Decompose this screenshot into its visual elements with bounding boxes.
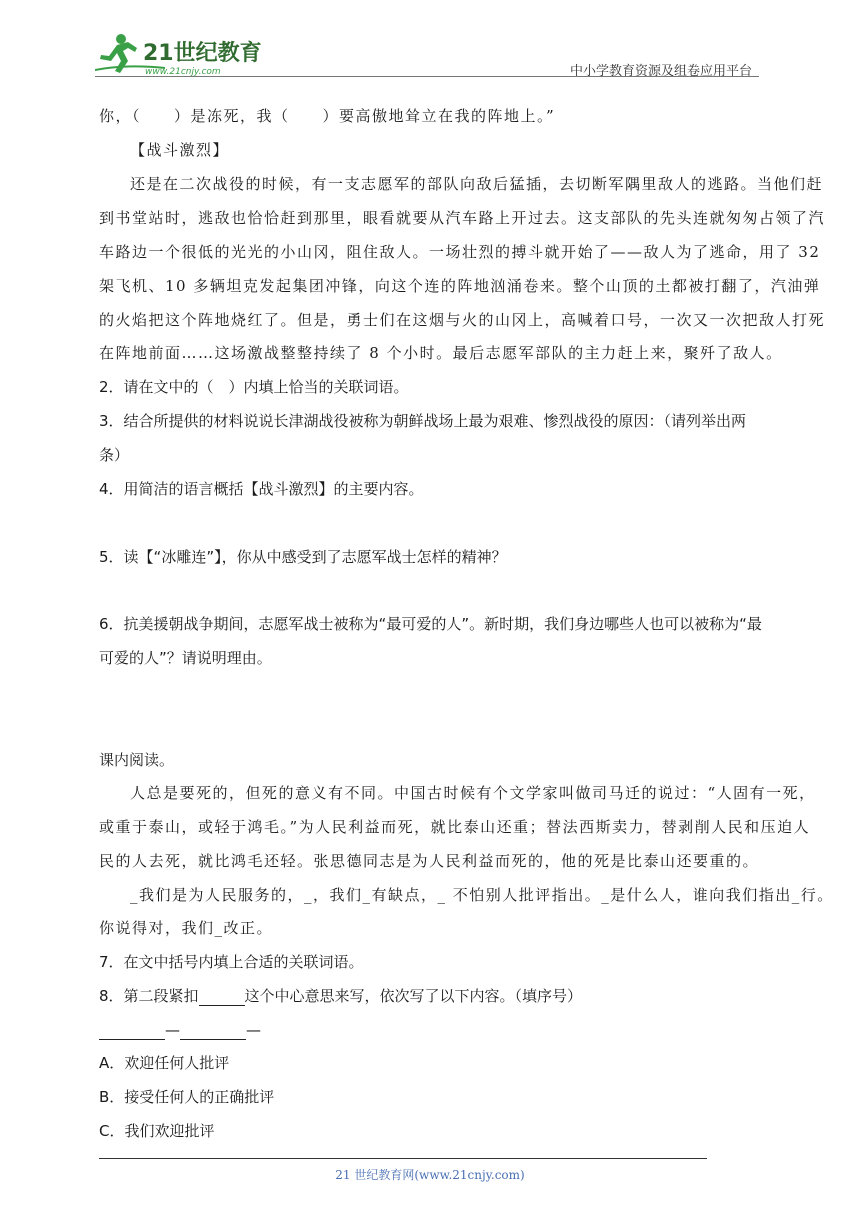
question-2: 2．请在文中的（ ）内填上恰当的关联词语。 bbox=[99, 378, 409, 396]
dash: — bbox=[246, 1021, 261, 1039]
dash: — bbox=[165, 1021, 180, 1039]
option-b: B．接受任何人的正确批评 bbox=[99, 1088, 275, 1106]
question-6: 6．抗美援朝战争期间，志愿军战士被称为“最可爱的人”。新时期，我们身边哪些人也可以被称为“最 bbox=[99, 615, 762, 633]
passage-line: 到书堂站时，逃敌也恰恰赶到那里，眼看就要从汽车路上开过去。这支部队的先头连就匆匆占领了汽 bbox=[99, 209, 826, 227]
question-4: 4．用简洁的语言概括【战斗激烈】的主要内容。 bbox=[99, 480, 424, 498]
passage-line: 的火焰把这个阵地烧红了。但是，勇士们在这烟与火的山冈上，高喊着口号，一次又一次把敌人打死 bbox=[99, 311, 826, 329]
question-8-prefix: 8．第二段紧扣 bbox=[99, 987, 199, 1005]
header-divider bbox=[95, 76, 759, 77]
question-3-cont: 条） bbox=[99, 446, 130, 464]
logo-21cnjy bbox=[95, 30, 275, 78]
question-7: 7．在文中括号内填上合适的关联词语。 bbox=[99, 953, 364, 971]
question-5: 5．读【“冰雕连”】，你从中感受到了志愿军战士怎样的精神？ bbox=[99, 548, 507, 566]
passage-line: 你，（ ）是冻死，我（ ）要高傲地耸立在我的阵地上。” bbox=[99, 107, 556, 125]
answer-blank[interactable] bbox=[199, 991, 245, 1006]
passage-line: _我们是为人民服务的，_，我们_有缺点，_ 不怕别人批评指出。_是什么人，谁向我们指出_行。 bbox=[130, 886, 834, 904]
passage-line: 民的人去死，就比鸿毛还轻。张思德同志是为人民利益而死的，他的死是比泰山还要重的。 bbox=[99, 852, 760, 870]
platform-name: 中小学教育资源及组卷应用平台 bbox=[569, 64, 752, 79]
section-title: 【战斗激烈】 bbox=[130, 141, 230, 159]
question-6-cont: 可爱的人”？请说明理由。 bbox=[99, 649, 272, 667]
passage-line: 或重于泰山，或轻于鸿毛。”为人民利益而死，就比泰山还重；替法西斯卖力，替剥削人民和压迫人 bbox=[99, 818, 811, 836]
sequence-blanks bbox=[99, 1020, 261, 1040]
question-3: 3．结合所提供的材料说说长津湖战役被称为朝鲜战场上最为艰难、惨烈战役的原因：（请列举出两 bbox=[99, 412, 747, 430]
passage-line: 在阵地前面……这场激战整整持续了 8 个小时。最后志愿军部队的主力赶上来，聚歼了敌人。 bbox=[99, 344, 783, 362]
page-header bbox=[95, 30, 760, 80]
option-a: A．欢迎任何人批评 bbox=[99, 1054, 230, 1072]
reading-title: 课内阅读。 bbox=[99, 751, 175, 769]
answer-blank[interactable] bbox=[180, 1025, 246, 1040]
answer-blank[interactable] bbox=[99, 1025, 165, 1040]
passage-line: 架飞机、10 多辆坦克发起集团冲锋，向这个连的阵地汹涌卷来。整个山顶的土都被打翻了，汽油弹 bbox=[99, 277, 821, 295]
svg-text:21世纪教育: 21世纪教育 bbox=[143, 41, 262, 66]
question-8-suffix: 这个中心意思来写，依次写了以下内容。（填序号） bbox=[244, 987, 583, 1005]
passage-line: 人总是要死的，但死的意义有不同。中国古时候有个文学家叫做司马迁的说过：“人固有一死， bbox=[130, 784, 816, 802]
passage-line: 还是在二次战役的时候，有一支志愿军的部队向敌后猛插，去切断军隅里敌人的逃路。当他们赶 bbox=[130, 175, 824, 193]
question-8 bbox=[99, 986, 582, 1006]
option-c: C．我们欢迎批评 bbox=[99, 1122, 215, 1140]
passage-line: 车路边一个很低的光光的小山冈，阻住敌人。一场壮烈的搏斗就开始了——敌人为了逃命，用了 32 bbox=[99, 243, 821, 261]
svg-text:www.21cnjy.com: www.21cnjy.com bbox=[145, 67, 221, 77]
footer-divider bbox=[99, 1158, 707, 1159]
footer-text[interactable]: 21 世纪教育网(www.21cnjy.com) bbox=[335, 1168, 525, 1182]
passage-line: 你说得对，我们_改正。 bbox=[99, 919, 274, 937]
